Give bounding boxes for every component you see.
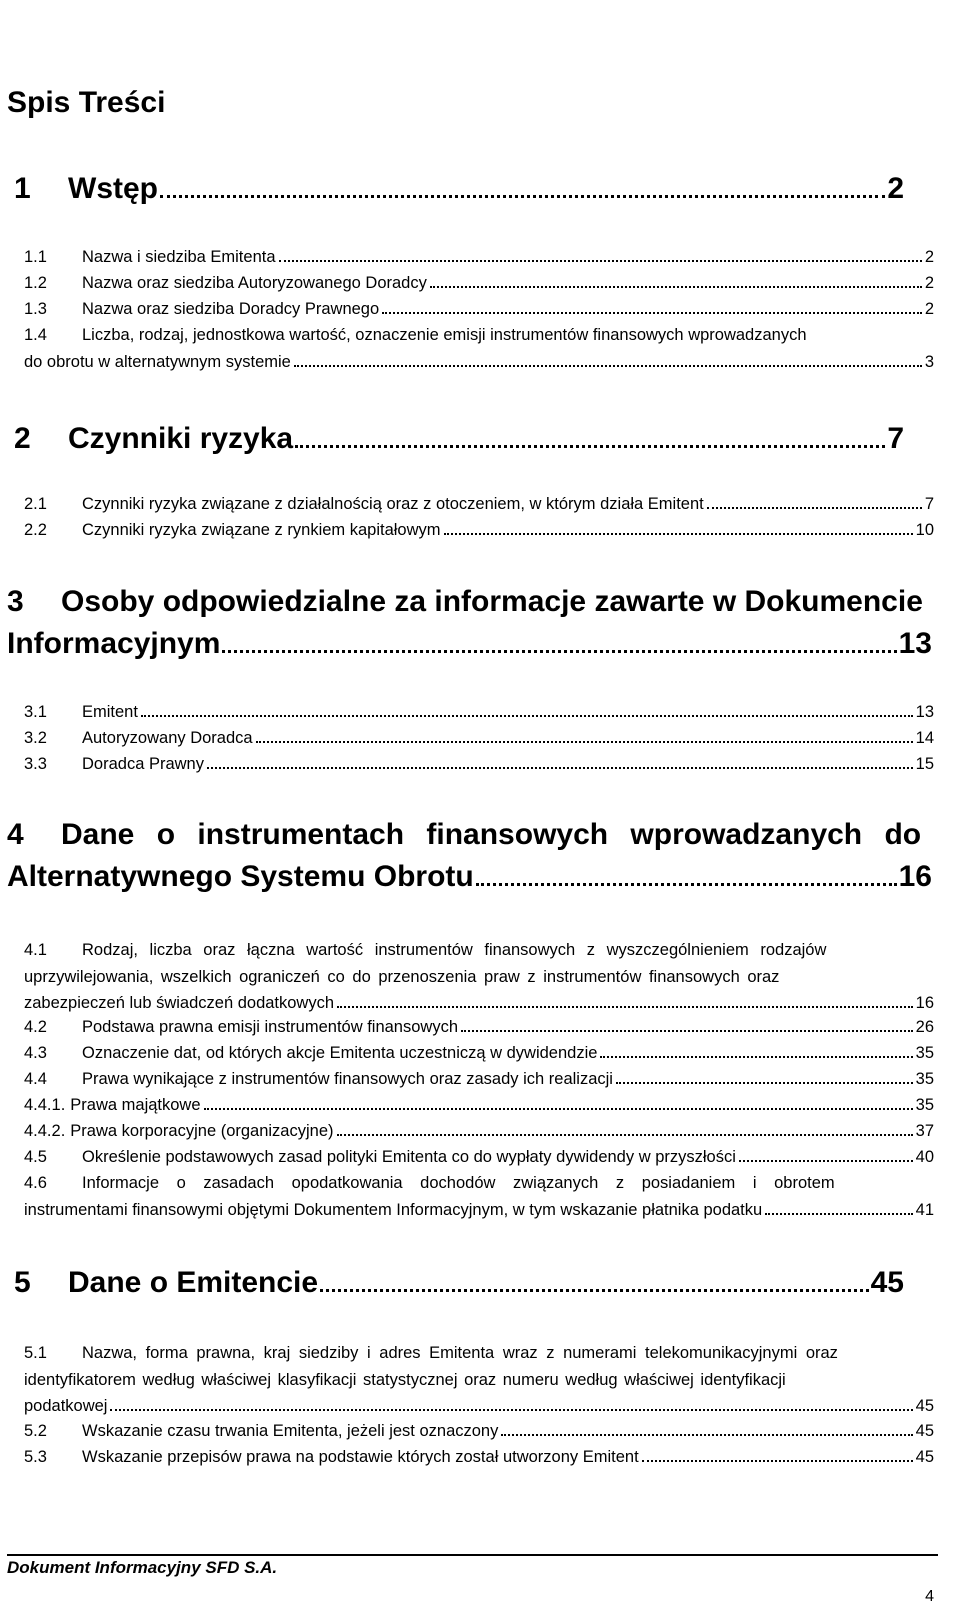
- entry-number: 4.3: [24, 1044, 47, 1062]
- toc-section-5[interactable]: [7, 1264, 932, 1300]
- section-title: Wstęp: [68, 172, 158, 205]
- toc-entry[interactable]: [24, 1148, 934, 1170]
- entry-number: 4.5: [24, 1148, 47, 1166]
- entry-number: 5.2: [24, 1422, 47, 1440]
- dot-leader: [501, 1434, 912, 1436]
- entry-number: 4.4.2.: [24, 1122, 66, 1140]
- section-number: 3: [7, 585, 24, 618]
- toc-entry[interactable]: [24, 729, 934, 751]
- entry-page: 35: [915, 1070, 934, 1088]
- dot-leader: [444, 533, 913, 535]
- dot-leader: [430, 286, 922, 288]
- entry-number: 3.2: [24, 729, 47, 747]
- dot-leader: [160, 195, 885, 198]
- entry-title: Nazwa i siedziba Emitenta: [82, 248, 276, 266]
- toc-section-4[interactable]: [7, 818, 932, 902]
- toc-entry[interactable]: [24, 1340, 934, 1420]
- dot-leader: [320, 1289, 869, 1292]
- section-page: 2: [887, 172, 904, 205]
- entry-page: 10: [915, 521, 934, 539]
- entry-number: 4.1: [24, 941, 47, 959]
- toc-entry[interactable]: [24, 1018, 934, 1040]
- dot-leader: [600, 1056, 912, 1058]
- entry-number: 5.1: [24, 1344, 47, 1362]
- dot-leader: [382, 312, 922, 314]
- section-title-line: Osoby odpowiedzialne za informacje zawarte w Dokumencie: [61, 585, 923, 618]
- dot-leader: [616, 1082, 913, 1084]
- section-number: 5: [14, 1266, 31, 1299]
- section-number: 4: [7, 818, 24, 851]
- entry-page: 26: [915, 1018, 934, 1036]
- entry-page: 3: [924, 352, 934, 371]
- entry-page: 2: [924, 274, 934, 292]
- entry-title: Czynniki ryzyka związane z działalnością oraz z otoczeniem, w którym działa Emitent: [82, 495, 704, 513]
- entry-title-line: uprzywilejowania, wszelkich ograniczeń co do przenoszenia praw z instrumentów finansowych oraz: [24, 967, 780, 986]
- entry-page: 45: [915, 1448, 934, 1466]
- toc-entry[interactable]: [24, 300, 934, 322]
- entry-page: 2: [924, 248, 934, 266]
- toc-entry[interactable]: [24, 755, 934, 777]
- entry-page: 40: [915, 1148, 934, 1166]
- entry-number: 1.3: [24, 300, 47, 318]
- dot-leader: [279, 260, 922, 262]
- entry-page: 7: [924, 495, 934, 513]
- entry-title-line: Rodzaj, liczba oraz łączna wartość instrumentów finansowych z wyszczególnieniem rodzajów: [82, 941, 827, 959]
- entry-number: 4.4.1.: [24, 1096, 66, 1114]
- entry-title-line: do obrotu w alternatywnym systemie: [24, 352, 291, 371]
- entry-page: 13: [915, 703, 934, 721]
- entry-page: 35: [915, 1096, 934, 1114]
- entry-title: Czynniki ryzyka związane z rynkiem kapitałowym: [82, 521, 441, 539]
- entry-title-line: Liczba, rodzaj, jednostkowa wartość, oznaczenie emisji instrumentów finansowych wprowadzanych: [82, 326, 807, 344]
- toc-entry[interactable]: [24, 1448, 934, 1470]
- dot-leader: [256, 741, 913, 743]
- entry-title: Wskazanie czasu trwania Emitenta, jeżeli jest oznaczony: [82, 1422, 499, 1440]
- entry-title-line: podatkowej: [24, 1397, 108, 1415]
- dot-leader: [476, 883, 897, 886]
- toc-entry[interactable]: [24, 1044, 934, 1066]
- section-number: 1: [14, 172, 31, 205]
- entry-title: Nazwa oraz siedziba Autoryzowanego Doradcy: [82, 274, 427, 292]
- section-title-line: Informacyjnym: [7, 627, 221, 660]
- dot-leader: [461, 1030, 913, 1032]
- entry-title: Wskazanie przepisów prawa na podstawie których został utworzony Emitent: [82, 1448, 639, 1466]
- footer-rule: [7, 1554, 938, 1556]
- dot-leader: [337, 1006, 913, 1008]
- entry-page: 45: [915, 1422, 934, 1440]
- entry-page: 14: [915, 729, 934, 747]
- entry-page: 37: [915, 1122, 934, 1140]
- toc-entry[interactable]: [24, 937, 934, 1017]
- entry-title-line: Informacje o zasadach opodatkowania dochodów związanych z posiadaniem i obrotem: [82, 1174, 835, 1192]
- section-number: 2: [14, 422, 31, 455]
- dot-leader: [110, 1409, 912, 1411]
- dot-leader: [222, 650, 896, 653]
- dot-leader: [765, 1213, 912, 1215]
- entry-title-line: Nazwa, forma prawna, kraj siedziby i adres Emitenta wraz z numerami telekomunikacyjnymi oraz: [82, 1344, 838, 1362]
- entry-page: 45: [915, 1397, 934, 1415]
- entry-title: Doradca Prawny: [82, 755, 204, 773]
- dot-leader: [294, 365, 922, 367]
- toc-entry[interactable]: [24, 495, 934, 517]
- toc-entry[interactable]: [24, 703, 934, 725]
- entry-title: Prawa majątkowe: [70, 1096, 201, 1114]
- toc-entry[interactable]: [24, 322, 934, 375]
- entry-title: Autoryzowany Doradca: [82, 729, 253, 747]
- entry-number: 1.2: [24, 274, 47, 292]
- toc-title: Spis Treści: [7, 86, 166, 119]
- entry-title: Nazwa oraz siedziba Doradcy Prawnego: [82, 300, 380, 318]
- entry-title: Oznaczenie dat, od których akcje Emitenta uczestniczą w dywidendzie: [82, 1044, 598, 1062]
- entry-title-line: instrumentami finansowymi objętymi Dokumentem Informacyjnym, w tym wskazanie płatnika podatku: [24, 1200, 763, 1219]
- dot-leader: [337, 1134, 913, 1136]
- section-title-line: Dane o instrumentach finansowych wprowadzanych do: [61, 818, 922, 851]
- section-title: Dane o Emitencie: [68, 1266, 319, 1299]
- dot-leader: [707, 507, 922, 509]
- toc-entry[interactable]: [24, 1070, 934, 1092]
- footer-document-title: Dokument Informacyjny SFD S.A.: [7, 1558, 278, 1577]
- toc-entry[interactable]: [24, 1096, 934, 1118]
- section-title: Czynniki ryzyka: [68, 422, 294, 455]
- entry-number: 4.6: [24, 1174, 47, 1192]
- entry-number: 4.4: [24, 1070, 47, 1088]
- toc-entry[interactable]: [24, 521, 934, 543]
- entry-number: 1.1: [24, 248, 47, 266]
- toc-entry[interactable]: [24, 1122, 934, 1144]
- dot-leader: [207, 767, 913, 769]
- entry-number: 1.4: [24, 326, 47, 344]
- toc-section-3[interactable]: [7, 585, 932, 669]
- entry-number: 3.1: [24, 703, 47, 721]
- toc-entry[interactable]: [24, 274, 934, 296]
- entry-page: 15: [915, 755, 934, 773]
- entry-title-line: zabezpieczeń lub świadczeń dodatkowych: [24, 994, 335, 1012]
- section-page: 7: [887, 422, 904, 455]
- section-title-line: Alternatywnego Systemu Obrotu: [7, 860, 474, 893]
- entry-page: 35: [915, 1044, 934, 1062]
- toc-section-2[interactable]: [7, 420, 932, 456]
- section-page: 16: [898, 860, 932, 893]
- section-page: 13: [898, 627, 932, 660]
- entry-title: Emitent: [82, 703, 138, 721]
- entry-title: Określenie podstawowych zasad polityki Emitenta co do wypłaty dywidendy w przyszłości: [82, 1148, 736, 1166]
- toc-entry[interactable]: [24, 1422, 934, 1444]
- entry-page: 41: [915, 1200, 934, 1219]
- entry-number: 2.2: [24, 521, 47, 539]
- entry-title: Prawa korporacyjne (organizacyjne): [70, 1122, 334, 1140]
- section-page: 45: [870, 1266, 904, 1299]
- toc-section-1[interactable]: [7, 170, 932, 206]
- dot-leader: [642, 1460, 913, 1462]
- page-number: 4: [925, 1588, 934, 1605]
- toc-entry[interactable]: [24, 248, 934, 270]
- dot-leader: [295, 445, 885, 448]
- entry-number: 4.2: [24, 1018, 47, 1036]
- toc-entry[interactable]: [24, 1170, 934, 1223]
- entry-title: Prawa wynikające z instrumentów finansowych oraz zasady ich realizacji: [82, 1070, 613, 1088]
- entry-page: 2: [924, 300, 934, 318]
- entry-title: Podstawa prawna emisji instrumentów finansowych: [82, 1018, 459, 1036]
- entry-title-line: identyfikatorem według właściwej klasyfikacji statystycznej oraz numeru według właściwej identyfikacji: [24, 1370, 786, 1389]
- entry-number: 5.3: [24, 1448, 47, 1466]
- dot-leader: [739, 1160, 913, 1162]
- entry-page: 16: [915, 994, 934, 1012]
- dot-leader: [141, 715, 913, 717]
- entry-number: 2.1: [24, 495, 47, 513]
- dot-leader: [204, 1108, 913, 1110]
- entry-number: 3.3: [24, 755, 47, 773]
